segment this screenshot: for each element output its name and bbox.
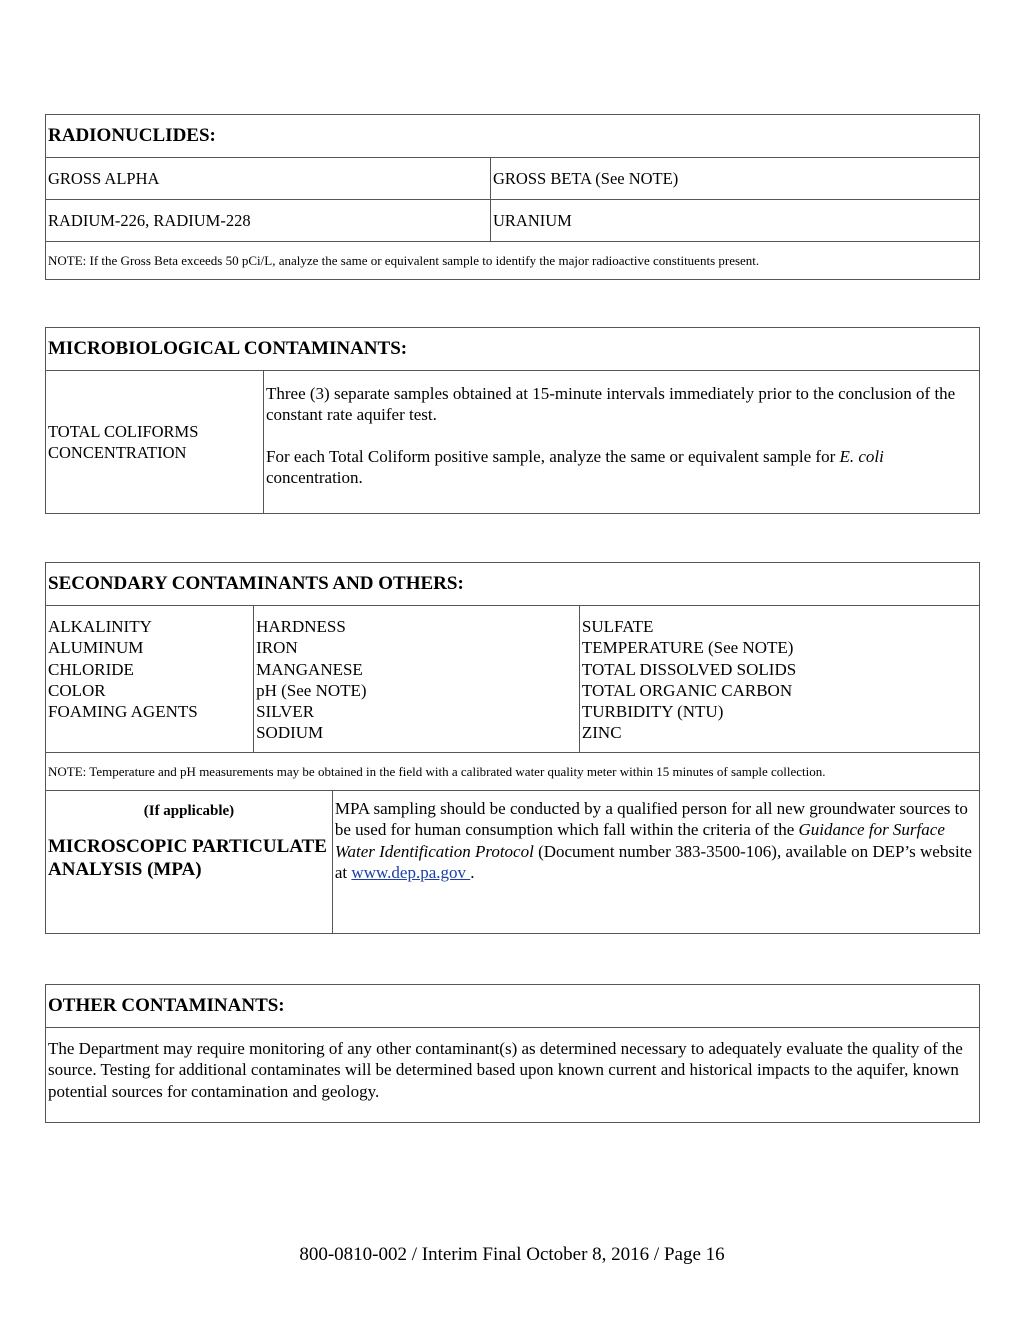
radionuclides-header: RADIONUCLIDES: [46,115,980,158]
secondary-header: SECONDARY CONTAMINANTS AND OTHERS: [46,563,980,606]
secondary-item: SILVER [256,702,315,722]
other-contaminants-header: OTHER CONTAMINANTS: [46,985,980,1028]
total-coliforms-line1: TOTAL COLIFORMS [48,422,199,441]
gross-alpha-cell: GROSS ALPHA [46,158,491,200]
mpa-title-line2: ANALYSIS (MPA) [48,859,202,880]
radium-cell: RADIUM-226, RADIUM-228 [46,200,491,242]
secondary-item: ALUMINUM [48,638,144,658]
other-contaminants-table [45,984,980,1123]
radionuclides-table [45,114,980,280]
secondary-item: TEMPERATURE (See NOTE) [581,638,794,658]
page-footer: 800-0810-002 / Interim Final October 8, 2016 / Page 16 [299,1244,725,1265]
secondary-item: TURBIDITY (NTU) [581,702,724,722]
secondary-column-1 [46,606,254,753]
secondary-column-3 [579,606,979,753]
secondary-column-2 [254,606,580,753]
other-contaminants-text: The Department may require monitoring of any other contaminant(s) as determined necessary to adequately evaluate the quality of the source. Testing for additional contaminates will be determined based upon known current and historical impacts to the aquifer, known potential sources for contamination and geology. [46,1028,980,1123]
mpa-text-middle: (Document number 383-3500-106), available on DEP’s website at [334,841,972,883]
uranium-cell: URANIUM [491,200,980,242]
mpa-text-end: . [470,863,475,883]
mpa-description-cell [332,791,979,934]
dep-website-link[interactable]: www.dep.pa.gov [351,863,471,883]
gross-beta-cell: GROSS BETA (See NOTE) [491,158,980,200]
radionuclides-note: NOTE: If the Gross Beta exceeds 50 pCi/L, analyze the same or equivalent sample to identify the major radioactive constituents present. [46,242,980,280]
ecoli-italic: E. coli [839,446,884,466]
secondary-item: ALKALINITY [48,617,152,636]
microbiological-table [45,327,980,514]
ecoli-text-after: concentration. [266,467,363,487]
mpa-description [335,798,977,884]
secondary-table [45,562,980,934]
secondary-item: TOTAL DISSOLVED SOLIDS [581,659,797,679]
total-coliforms-line2: CONCENTRATION [48,443,187,462]
secondary-item: FOAMING AGENTS [48,702,198,722]
mpa-guidance-title: Guidance for Surface Water Identification Protocol [334,820,945,861]
mpa-label-cell [46,791,333,934]
secondary-item: TOTAL ORGANIC CARBON [581,680,793,700]
coliforms-sampling-paragraph: Three (3) separate samples obtained at 15-minute intervals immediately prior to the conclusion of the constant rate aquifer test. [266,384,956,425]
secondary-item: IRON [256,638,298,658]
ecoli-text-before: For each Total Coliform positive sample, analyze the same or equivalent sample for [266,446,840,466]
mpa-title [48,835,330,881]
secondary-note: NOTE: Temperature and pH measurements may be obtained in the field with a calibrated water quality meter within 15 minutes of sample collection. [46,753,980,791]
mpa-applicable: (If applicable) [143,803,235,819]
mpa-text-before: MPA sampling should be conducted by a qualified person for all new groundwater sources to be used for human consumption which fall within the criteria of the [334,799,968,840]
total-coliforms-description [264,371,980,514]
mpa-title-line1: MICROSCOPIC PARTICULATE [48,836,327,857]
secondary-item: ZINC [581,723,622,743]
total-coliforms-label [46,371,264,514]
secondary-item: SULFATE [581,617,654,636]
microbiological-header: MICROBIOLOGICAL CONTAMINANTS: [46,328,980,371]
secondary-item: SODIUM [256,723,324,743]
secondary-item: COLOR [48,680,106,700]
secondary-item: pH (See NOTE) [256,680,367,700]
coliforms-ecoli-paragraph [266,446,977,501]
secondary-item: CHLORIDE [48,659,134,679]
secondary-item: MANGANESE [256,659,363,679]
secondary-item: HARDNESS [256,617,346,636]
